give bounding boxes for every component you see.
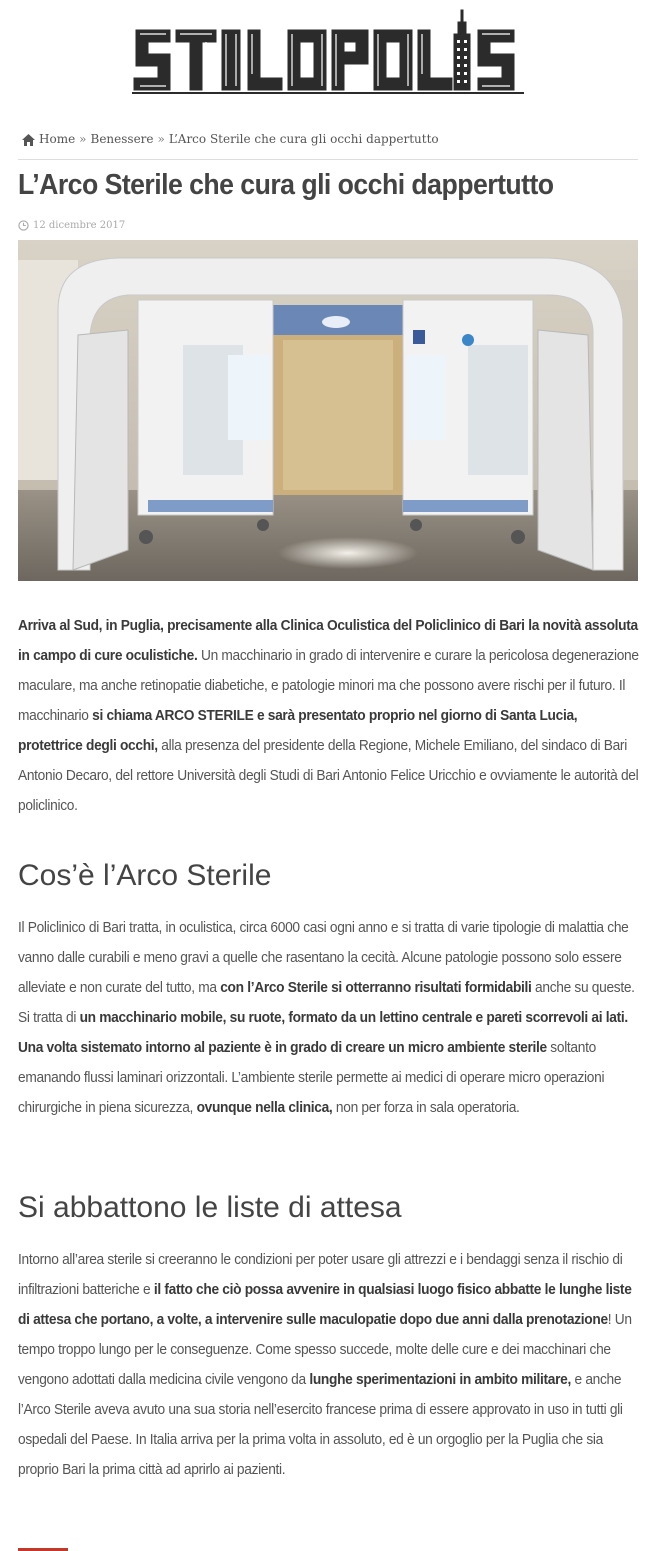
text-bold: ovunque nella clinica,: [196, 1099, 333, 1116]
text: Intorno all’area sterile si creeranno le condizioni per poter usare gli attrezzi e i bendaggi senza il rischio di infiltrazioni batteriche e: [18, 1251, 623, 1298]
breadcrumb: [18, 132, 638, 160]
article-title: L’Arco Sterile che cura gli occhi dappertutto: [18, 169, 554, 201]
article-paragraph-1: [18, 611, 642, 821]
breadcrumb-category-link[interactable]: Benessere: [90, 132, 154, 146]
breadcrumb-separator: »: [79, 132, 87, 146]
clock-icon: [18, 220, 29, 231]
breadcrumb-home-link[interactable]: Home: [39, 132, 76, 146]
text: Un macchinario in grado di intervenire e curare la pericolosa degenerazione maculare, ma anche retinopatie diabetiche, e patologie minori ma che possono avere rischi per il futuro. Il macchinario: [18, 647, 639, 724]
text-bold: il fatto che ciò possa avvenire in qualsiasi luogo fisico abbatte le lunghe liste di attesa che portano, a volte, a intervenire sulle maculopatie dopo due anni dalla prenotazione: [18, 1281, 632, 1328]
section-heading-1: Cos’è l’Arco Sterile: [18, 859, 272, 892]
article-date: [18, 218, 125, 232]
breadcrumb-current: L’Arco Sterile che cura gli occhi dappertutto: [168, 132, 439, 146]
section-heading-2: Si abbattono le liste di attesa: [18, 1191, 402, 1224]
text: Il Policlinico di Bari tratta, in oculistica, circa 6000 casi ogni anno e si tratta di varie tipologie di malattia che vanno dalle curabili e meno gravi a quelle che rasentano la cecità. Alcune patologie possono solo essere alleviate e non curate del tutto, ma: [18, 919, 629, 996]
text: e anche l’Arco Sterile aveva avuto una sua storia nell’esercito francese prima di essere approvato in uso in tutti gli ospedali del Paese. In Italia arriva per la prima volta in assoluto, ed è un orgoglio per la Puglia che sia proprio Bari la prima città ad aprirlo ai pazienti.: [18, 1371, 623, 1478]
breadcrumb-separator: »: [157, 132, 165, 146]
home-icon: [22, 134, 35, 146]
article-paragraph-2: [18, 913, 642, 1123]
text: alla presenza del presidente della Regione, Michele Emiliano, del sindaco di Bari Antonio Decaro, del rettore Università degli Studi di Bari Antonio Felice Uricchio e ovviamente le autorità del policlinico.: [18, 737, 639, 814]
text: anche su queste. Si tratta di: [18, 979, 635, 1026]
text-bold: Arriva al Sud, in Puglia, precisamente alla Clinica Oculistica del Policlinico di Bari la novità assoluta in campo di cure oculistiche.: [18, 617, 638, 664]
article-hero-image: [18, 240, 638, 581]
text: soltanto emanando flussi laminari orizzontali. L’ambiente sterile permette ai medici di operare micro operazioni chirurgiche in piena sicurezza,: [18, 1039, 605, 1116]
site-logo[interactable]: [132, 8, 524, 100]
text-bold: lunghe sperimentazioni in ambito militare,: [309, 1371, 571, 1388]
article-date-text: 12 dicembre 2017: [33, 219, 126, 231]
text-bold: con l’Arco Sterile si otterranno risultati formidabili: [220, 979, 532, 996]
article-paragraph-3: [18, 1245, 642, 1485]
text-bold: un macchinario mobile, su ruote, formato da un lettino centrale e pareti scorrevoli ai lati. Una volta sistemato intorno al paziente è in grado di creare un micro ambiente sterile: [18, 1009, 628, 1056]
text: non per forza in sala operatoria.: [332, 1099, 520, 1116]
text: ! Un tempo troppo lungo per le conseguenze. Come spesso succede, molte delle cure e dei macchinari che vengono adottati dalla medicina civile vengono da: [18, 1311, 632, 1388]
text-bold: si chiama ARCO STERILE e sarà presentato proprio nel giorno di Santa Lucia, protettrice degli occhi,: [18, 707, 578, 754]
site-header: [0, 0, 659, 110]
